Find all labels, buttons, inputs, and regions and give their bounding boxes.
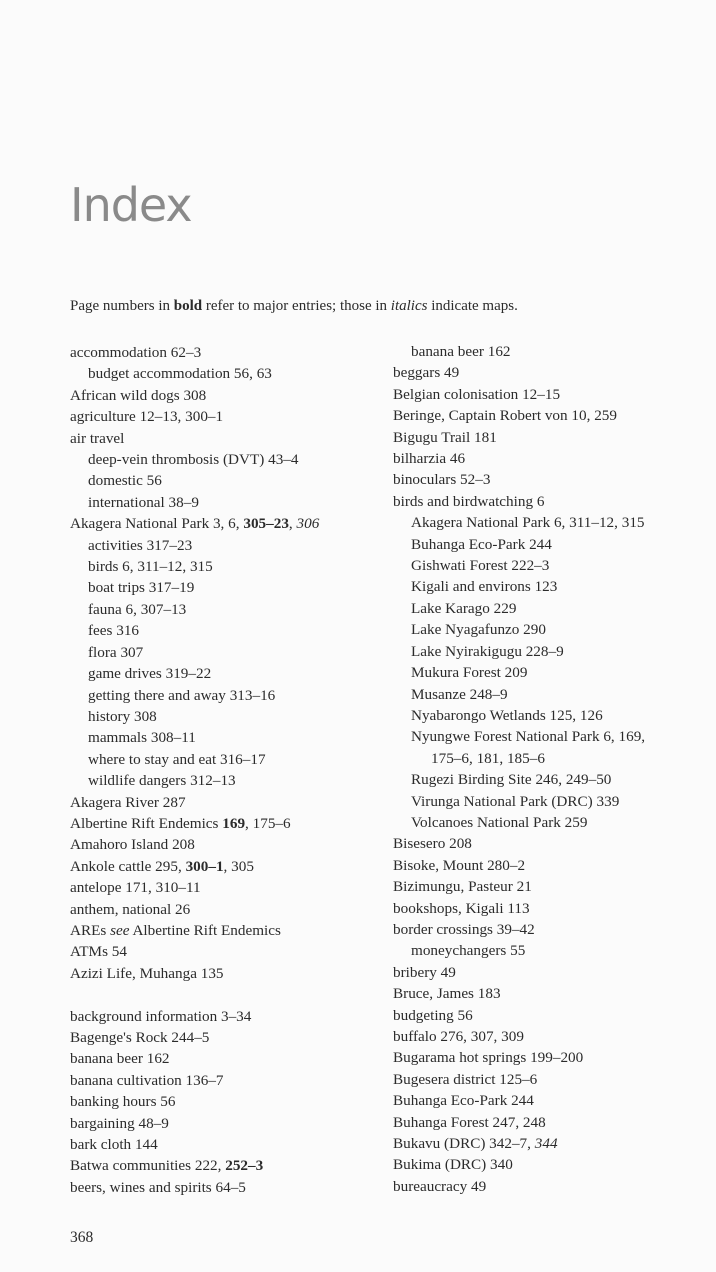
index-entry [393,1047,703,1068]
entry-text: Lake Nyirakigugu 228–9 [411,642,564,660]
index-entry [393,983,703,1004]
entry-text: Volcanoes National Park 259 [411,813,588,831]
entry-italic-part: 306 [296,515,320,533]
index-subentry [70,363,370,384]
entry-text: Azizi Life, Muhanga 135 [70,964,224,982]
index-subentry [393,812,703,833]
index-subentry [70,620,370,641]
index-column-right [393,341,703,1197]
index-entry [393,405,703,426]
index-entry [70,941,370,962]
index-column-left [70,342,370,1198]
entry-text: AREs [70,921,111,939]
entry-text: Buhanga Eco-Park 244 [393,1092,534,1110]
entry-text: banana cultivation 136–7 [70,1071,224,1089]
entry-text: Nyabarongo Wetlands 125, 126 [411,706,603,724]
entry-text: activities 317–23 [88,536,193,554]
index-subentry [393,341,703,362]
entry-italic-part: 344 [534,1135,558,1153]
intro-italic-word: italics [390,298,428,314]
entry-text: banana beer 162 [411,343,511,360]
index-subentry [393,769,703,790]
entry-text: binoculars 52–3 [393,471,491,489]
index-entry [70,1048,370,1069]
index-subentry [70,642,370,663]
index-entry [393,469,703,490]
entry-suffix: , [288,515,297,533]
index-subentry [393,705,703,726]
index-subentry [393,619,703,640]
entry-text: birds and birdwatching 6 [393,492,545,510]
index-entry [70,899,370,920]
page-number: 368 [70,1229,94,1246]
entry-text: domestic 56 [88,472,162,490]
entry-text: Gishwati Forest 222–3 [411,557,550,575]
entry-text: border crossings 39–42 [393,920,535,938]
entry-text: budget accommodation 56, 63 [88,365,272,383]
entry-text: Belgian colonisation 12–15 [393,385,561,403]
index-subentry [393,512,703,533]
entry-text: accommodation 62–3 [70,344,202,361]
entry-text: Lake Karago 229 [411,599,517,617]
entry-text: wildlife dangers 312–13 [88,772,236,790]
intro-text-1: Page numbers in [70,298,174,314]
index-entry [393,1176,703,1197]
index-entry [70,1113,370,1134]
entry-text: boat trips 317–19 [88,579,195,597]
entry-text: Rugezi Birding Site 246, 249–50 [411,771,612,789]
index-entry [393,962,703,983]
entry-bold-pages: 305–23 [243,515,289,533]
entry-text: background information 3–34 [70,1007,252,1025]
index-subentry [70,470,370,491]
index-entry [393,1026,703,1047]
entry-text: bribery 49 [393,963,456,981]
entry-text: budgeting 56 [393,1006,473,1024]
entry-text: Lake Nyagafunzo 290 [411,621,546,639]
entry-text: Bisoke, Mount 280–2 [393,856,526,874]
entry-text: birds 6, 311–12, 315 [88,558,213,576]
index-entry [393,1154,703,1175]
index-entry [393,898,703,919]
index-subentry [70,535,370,556]
index-entry [70,1070,370,1091]
index-entry [393,427,703,448]
entry-text: bookshops, Kigali 113 [393,899,530,917]
index-subentry [70,663,370,684]
index-entry [70,856,370,877]
intro-text-2: refer to major entries; those in [202,298,391,314]
index-subentry [393,940,703,961]
index-entry [393,1133,703,1154]
index-entry [70,1027,370,1048]
index-subentry [393,748,703,769]
index-subentry [70,685,370,706]
entry-text: bilharzia 46 [393,450,466,468]
index-subentry [70,449,370,470]
entry-text: bargaining 48–9 [70,1114,169,1132]
entry-text: Bisesero 208 [393,835,472,853]
entry-text: agriculture 12–13, 300–1 [70,408,224,426]
index-subentry [393,726,703,747]
entry-text: Akagera National Park 6, 311–12, 315 [411,514,645,532]
entry-text: history 308 [88,707,157,725]
index-entry [70,963,370,984]
index-entry [70,1177,370,1198]
entry-text: banking hours 56 [70,1093,176,1111]
entry-bold-pages: 169 [222,814,246,832]
index-entry [70,1006,370,1027]
entry-text: Musanze 248–9 [411,685,508,703]
entry-text: Mukura Forest 209 [411,664,528,682]
index-subentry [70,556,370,577]
entry-text: buffalo 276, 307, 309 [393,1028,524,1045]
entry-text: mammals 308–11 [88,729,196,747]
letter-group-gap [70,984,370,1005]
page-title: Index [70,178,192,232]
index-subentry [70,706,370,727]
index-entry [393,1112,703,1133]
index-subentry [70,492,370,513]
index-entry [70,385,370,406]
index-subentry [393,534,703,555]
index-subentry [70,599,370,620]
entry-text: ATMs 54 [70,943,127,961]
entry-text: getting there and away 313–16 [88,686,276,704]
entry-italic-part: see [110,921,130,939]
index-subentry [70,727,370,748]
entry-text: Amahoro Island 208 [70,836,195,854]
entry-text: bureaucracy 49 [393,1177,487,1195]
index-entry [70,792,370,813]
entry-suffix: , 175–6 [245,814,291,832]
index-entry [70,920,370,941]
entry-text: Bruce, James 183 [393,985,501,1003]
index-entry [70,1155,370,1176]
index-entry [70,834,370,855]
entry-text: deep-vein thrombosis (DVT) 43–4 [88,451,299,469]
index-entry [393,1005,703,1026]
entry-text: Bizimungu, Pasteur 21 [393,878,532,896]
entry-bold-pages: 300–1 [185,857,224,875]
index-subentry [70,577,370,598]
entry-text: Bukavu (DRC) 342–7, [393,1135,535,1153]
index-subentry [393,662,703,683]
index-entry [393,491,703,512]
index-entry [70,813,370,834]
entry-text: flora 307 [88,643,144,661]
entry-text: Bugesera district 125–6 [393,1070,538,1088]
index-entry [70,428,370,449]
entry-text: beggars 49 [393,364,460,382]
entry-text: Akagera National Park 3, 6, [70,515,244,533]
index-entry [393,1069,703,1090]
index-subentry [393,576,703,597]
index-intro [70,298,518,315]
index-entry [393,855,703,876]
entry-text: Kigali and environs 123 [411,578,558,596]
index-entry [70,877,370,898]
entry-text: Albertine Rift Endemics [70,814,223,832]
index-subentry [70,749,370,770]
index-entry [70,406,370,427]
entry-text: anthem, national 26 [70,900,191,918]
entry-text: African wild dogs 308 [70,386,207,404]
index-subentry [393,555,703,576]
entry-text: fauna 6, 307–13 [88,600,187,618]
intro-text-3: indicate maps. [427,298,518,314]
entry-text: Bagenge's Rock 244–5 [70,1028,210,1046]
entry-text: Bigugu Trail 181 [393,428,497,446]
entry-text: antelope 171, 310–11 [70,879,201,897]
index-subentry [393,791,703,812]
entry-text: banana beer 162 [70,1050,170,1068]
entry-text: moneychangers 55 [411,942,526,960]
intro-bold-word: bold [173,298,203,314]
entry-text: game drives 319–22 [88,665,212,683]
entry-text: Bukima (DRC) 340 [393,1156,513,1174]
index-entry [70,513,370,534]
index-entry [393,384,703,405]
entry-suffix: , 305 [223,857,254,875]
entry-text: bark cloth 144 [70,1136,158,1154]
index-entry [393,919,703,940]
index-subentry [393,598,703,619]
index-entry [393,876,703,897]
index-subentry [393,684,703,705]
entry-text: Buhanga Eco-Park 244 [411,535,552,553]
index-entry [393,1090,703,1111]
entry-text: beers, wines and spirits 64–5 [70,1178,246,1196]
entry-text: Virunga National Park (DRC) 339 [411,792,620,810]
entry-text: Buhanga Forest 247, 248 [393,1113,546,1131]
entry-bold-pages: 252–3 [225,1157,264,1175]
entry-text: air travel [70,429,125,447]
index-entry [393,362,703,383]
index-entry [70,1091,370,1112]
entry-text: fees 316 [88,622,140,640]
entry-text: Batwa communities 222, [70,1157,226,1175]
index-subentry [393,641,703,662]
entry-text: Beringe, Captain Robert von 10, 259 [393,407,617,425]
entry-text: international 38–9 [88,493,199,511]
entry-text: where to stay and eat 316–17 [88,750,266,768]
index-entry [70,342,370,363]
entry-text: Ankole cattle 295, [70,857,186,875]
entry-text: 175–6, 181, 185–6 [431,749,545,767]
index-entry [393,833,703,854]
entry-text: Nyungwe Forest National Park 6, 169, [411,728,646,746]
entry-text: Bugarama hot springs 199–200 [393,1049,584,1067]
index-entry [70,1134,370,1155]
entry-suffix: Albertine Rift Endemics [129,921,281,939]
index-entry [393,448,703,469]
index-subentry [70,770,370,791]
entry-text: Akagera River 287 [70,793,186,811]
